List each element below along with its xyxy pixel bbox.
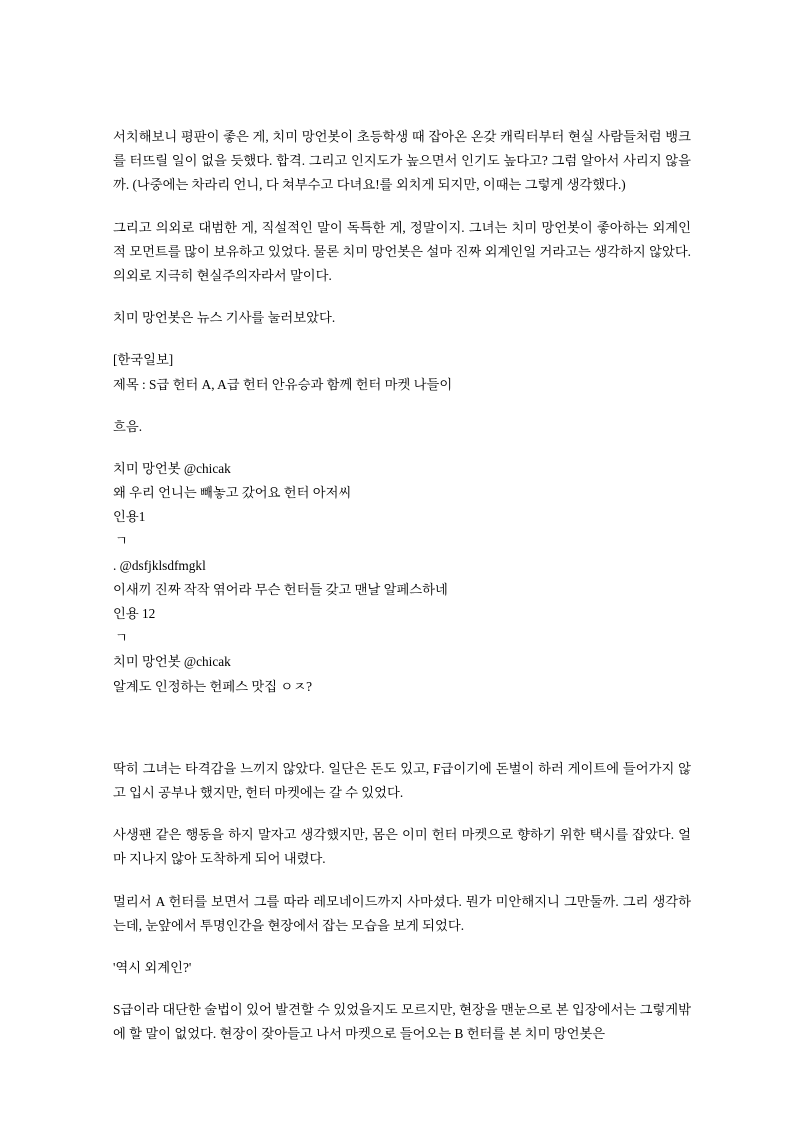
tweet-1-quote-count: 인용1: [113, 509, 146, 525]
paragraph-alien-thought: '역시 외계인?': [113, 959, 192, 975]
tweet-2-handle: . @dsfjklsdfmgkl: [113, 557, 206, 573]
document-body: [113, 125, 691, 1046]
tweet-2-text: 이새끼 진짜 작작 엮어라 무슨 헌터들 갖고 맨날 알페스하네: [113, 581, 448, 597]
news-headline: 제목 : S급 헌터 A, A급 헌터 안유승과 함께 헌터 마켓 나들이: [113, 376, 453, 392]
paragraph-s-rank: S급이라 대단한 술법이 있어 발견할 수 있었을지도 모르지만, 현장을 맨눈으로 본 입장에서는 그렇게밖에 할 말이 없었다. 현장이 잦아들고 나서 마켓으로 들어오는 B 헌터를 본 치미 망언봇은: [113, 1002, 691, 1042]
tweet-1-text: 왜 우리 언니는 빼놓고 갔어요 헌터 아저씨: [113, 485, 352, 501]
tweet-2-quote-count: 인용 12: [113, 606, 156, 621]
news-source-label: [한국일보]: [113, 352, 174, 368]
paragraph-bold-remarks: 그리고 의외로 대범한 게, 직설적인 말이 독특한 게, 정말이지. 그녀는 치미 망언봇이 좋아하는 외계인적 모먼트를 많이 보유하고 있었다. 물론 치미 망언봇은 설마 진짜 외계인일 거라고는 생각하지 않았다. 의외로 지극히 현실주의자라서 말이다.: [113, 219, 691, 283]
paragraph-intro-reputation: 서치해보니 평판이 좋은 게, 치미 망언봇이 초등학생 때 잡아온 온갖 캐릭터부터 현실 사람들처럼 뱅크를 터뜨릴 일이 없을 듯했다. 합격. 그리고 인지도가 높으면서 인기도 높다고? 그럼 알아서 사리지 않을까. (나중에는 차라리 언니, 다 쳐부수고 다녀요!를 외치게 되지만, 이때는 그렇게 생각했다.): [113, 129, 691, 193]
tweet-3-handle: 치미 망언봇 @chicak: [113, 654, 231, 670]
section-gap: [113, 717, 691, 757]
tweet-3-text: 알계도 인정하는 헌페스 맛집 ㅇㅈ?: [113, 678, 313, 694]
tweet-2-quote-bracket: ㄱ: [115, 630, 128, 646]
paragraph-hmm: 흐음.: [113, 418, 143, 434]
paragraph-lemonade: 멀리서 A 헌터를 보면서 그를 따라 레모네이드까지 사마셨다. 뭔가 미안해지니 그만둘까. 그리 생각하는데, 눈앞에서 투명인간을 현장에서 잡는 모습을 보게 되었다.: [113, 893, 691, 933]
tweet-1-handle: 치미 망언봇 @chicak: [113, 460, 231, 476]
paragraph-no-damage: 딱히 그녀는 타격감을 느끼지 않았다. 일단은 돈도 있고, F급이기에 돈벌이 하러 게이트에 들어가지 않고 입시 공부나 했지만, 헌터 마켓에는 갈 수 있었다.: [113, 760, 691, 800]
paragraph-news-click: 치미 망언봇은 뉴스 기사를 눌러보았다.: [113, 310, 336, 326]
tweet-1-quote-bracket: ㄱ: [115, 533, 128, 549]
paragraph-taxi: 사생팬 같은 행동을 하지 말자고 생각했지만, 몸은 이미 헌터 마켓으로 향하기 위한 택시를 잡았다. 얼마 지나지 않아 도착하게 되어 내렸다.: [113, 827, 691, 867]
